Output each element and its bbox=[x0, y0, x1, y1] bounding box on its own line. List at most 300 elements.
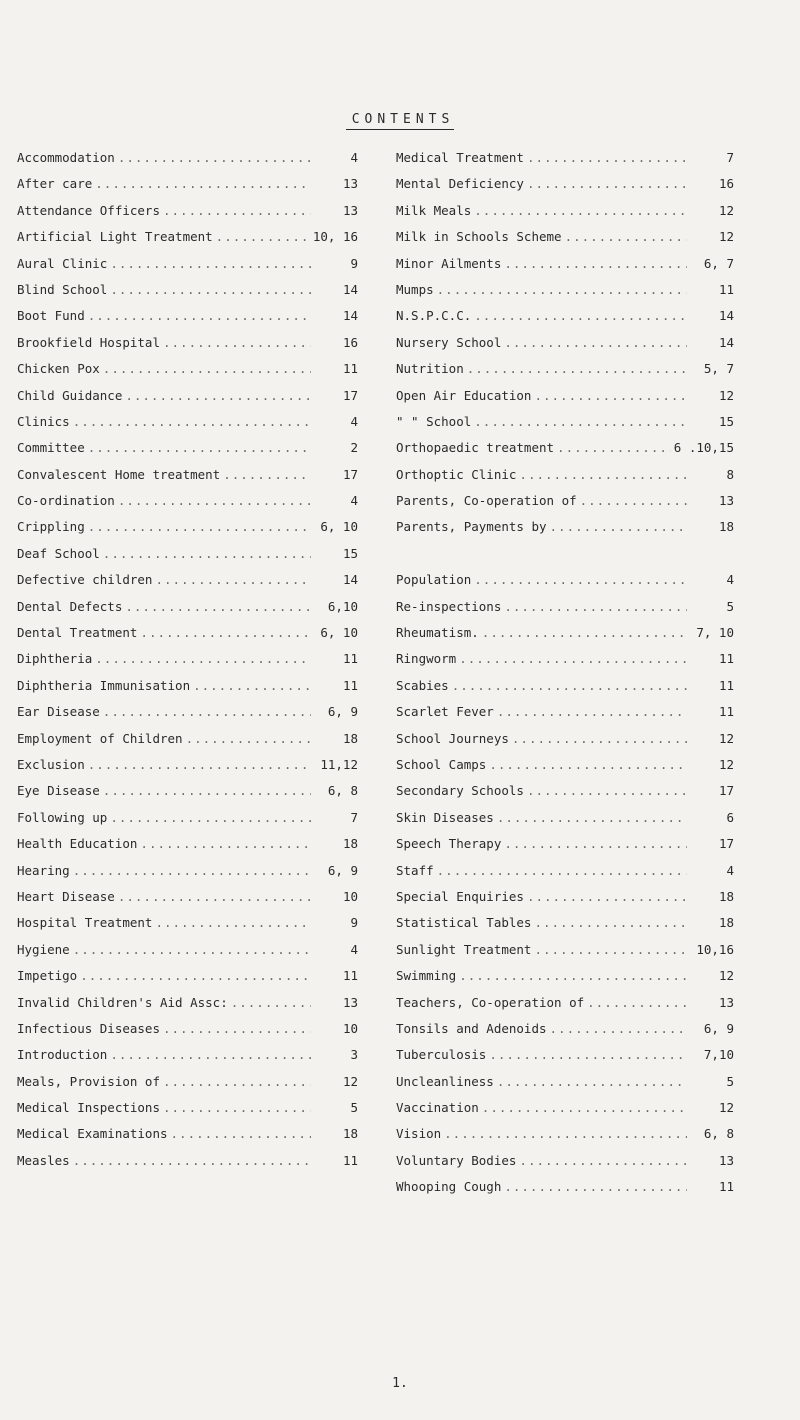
entry-topic: Sunlight Treatment bbox=[396, 941, 532, 957]
index-entry bbox=[17, 1021, 358, 1047]
index-entry bbox=[17, 361, 358, 387]
index-entry bbox=[396, 942, 734, 968]
entry-topic: Clinics bbox=[17, 413, 70, 429]
dot-leader bbox=[110, 810, 311, 825]
index-entry bbox=[396, 915, 734, 941]
dot-leader bbox=[504, 1179, 687, 1194]
entry-page-ref: 6, 10 bbox=[320, 519, 358, 535]
index-entry bbox=[396, 572, 734, 598]
dot-leader bbox=[171, 1126, 311, 1141]
entry-topic: Brookfield Hospital bbox=[17, 334, 160, 350]
entry-topic: Vaccination bbox=[396, 1100, 479, 1116]
page-number: 1. bbox=[392, 1376, 408, 1391]
entry-topic: Blind School bbox=[17, 281, 108, 297]
index-entry bbox=[17, 519, 358, 545]
entry-topic: Medical Treatment bbox=[396, 150, 524, 165]
index-entry bbox=[396, 1047, 734, 1073]
index-entry bbox=[17, 546, 358, 572]
index-entry bbox=[17, 308, 358, 334]
entry-page-ref: 11 bbox=[342, 968, 358, 984]
entry-page-ref: 11 bbox=[718, 1179, 734, 1195]
dot-leader bbox=[437, 863, 687, 878]
index-entry bbox=[17, 995, 358, 1021]
index-entry bbox=[396, 203, 734, 229]
index-entry bbox=[17, 889, 358, 915]
entry-page-ref: 12 bbox=[718, 730, 734, 746]
entry-page-ref: 12 bbox=[718, 968, 734, 984]
dot-leader bbox=[497, 704, 687, 719]
entry-topic: Co-ordination bbox=[17, 493, 115, 509]
index-entry bbox=[17, 229, 358, 255]
index-entry bbox=[17, 203, 358, 229]
entry-page-ref: 7 bbox=[726, 150, 734, 165]
dot-leader bbox=[125, 599, 311, 614]
entry-page-ref: 12 bbox=[718, 202, 734, 218]
index-entry bbox=[17, 731, 358, 757]
entry-page-ref: 11 bbox=[718, 281, 734, 297]
entry-topic: Open Air Education bbox=[396, 387, 532, 403]
entry-topic: Eye Disease bbox=[17, 783, 100, 799]
dot-leader bbox=[482, 625, 687, 640]
index-entry bbox=[17, 704, 358, 730]
index-entry bbox=[396, 229, 734, 255]
entry-topic: Impetigo bbox=[17, 968, 78, 984]
entry-page-ref: 6, 9 bbox=[703, 1020, 734, 1036]
dot-leader bbox=[73, 863, 311, 878]
entry-topic: Re-inspections bbox=[396, 598, 502, 614]
entry-page-ref: 7 bbox=[350, 809, 358, 825]
entry-topic: " " School bbox=[396, 413, 472, 429]
index-entry bbox=[17, 1047, 358, 1073]
contents-heading: CONTENTS bbox=[0, 112, 800, 127]
index-spacer bbox=[396, 546, 734, 572]
index-entry bbox=[396, 388, 734, 414]
dot-leader bbox=[193, 678, 311, 693]
entry-topic: N.S.P.C.C. bbox=[396, 308, 472, 324]
index-entry bbox=[17, 1074, 358, 1100]
entry-page-ref: 6, 9 bbox=[327, 862, 358, 878]
entry-page-ref: 18 bbox=[342, 836, 358, 852]
dot-leader bbox=[519, 1153, 687, 1168]
entry-page-ref: 13 bbox=[718, 994, 734, 1010]
entry-page-ref: 13 bbox=[342, 994, 358, 1010]
index-entry bbox=[17, 1153, 358, 1179]
entry-topic: Parents, Co-operation of bbox=[396, 493, 577, 509]
entry-page-ref: 14 bbox=[718, 308, 734, 324]
entry-topic: Introduction bbox=[17, 1047, 108, 1063]
index-entry bbox=[17, 493, 358, 519]
entry-topic: Orthoptic Clinic bbox=[396, 466, 517, 482]
entry-page-ref: 2 bbox=[350, 440, 358, 456]
dot-leader bbox=[534, 942, 687, 957]
entry-page-ref: 11,12 bbox=[320, 756, 358, 772]
entry-topic: After care bbox=[17, 176, 93, 192]
index-entry bbox=[396, 704, 734, 730]
entry-topic: Chicken Pox bbox=[17, 361, 100, 377]
entry-page-ref: 6, 9 bbox=[327, 704, 358, 720]
entry-page-ref: 6,10 bbox=[327, 598, 358, 614]
dot-leader bbox=[118, 150, 311, 165]
entry-topic: Tonsils and Adenoids bbox=[396, 1020, 547, 1036]
dot-leader bbox=[163, 1021, 311, 1036]
entry-topic: Staff bbox=[396, 862, 434, 878]
dot-leader bbox=[186, 731, 311, 746]
dot-leader bbox=[550, 1021, 687, 1036]
entry-topic: Boot Fund bbox=[17, 308, 85, 324]
entry-topic: School Journeys bbox=[396, 730, 509, 746]
index-entry bbox=[17, 836, 358, 862]
entry-page-ref: 4 bbox=[726, 572, 734, 588]
dot-leader bbox=[459, 651, 687, 666]
entry-topic: Scabies bbox=[396, 677, 449, 693]
entry-page-ref: 15 bbox=[342, 545, 358, 561]
index-entry bbox=[396, 361, 734, 387]
entry-topic: Secondary Schools bbox=[396, 783, 524, 799]
entry-topic: Milk Meals bbox=[396, 202, 472, 218]
index-entry bbox=[396, 467, 734, 493]
index-entry bbox=[396, 1100, 734, 1126]
entry-topic: Hearing bbox=[17, 862, 70, 878]
entry-topic: Nursery School bbox=[396, 334, 502, 350]
dot-leader bbox=[103, 783, 311, 798]
dot-leader bbox=[125, 388, 311, 403]
entry-topic: Nutrition bbox=[396, 361, 464, 377]
dot-leader bbox=[504, 836, 687, 851]
dot-leader bbox=[88, 757, 311, 772]
dot-leader bbox=[527, 889, 687, 904]
entry-page-ref: 4 bbox=[350, 413, 358, 429]
entry-topic: Milk in Schools Scheme bbox=[396, 229, 562, 245]
entry-page-ref: 17 bbox=[342, 387, 358, 403]
entry-page-ref: 5 bbox=[726, 598, 734, 614]
entry-page-ref: 14 bbox=[342, 308, 358, 324]
entry-topic: Swimming bbox=[396, 968, 457, 984]
entry-page-ref: 8 bbox=[726, 466, 734, 482]
entry-topic: Deaf School bbox=[17, 545, 100, 561]
entry-page-ref: 14 bbox=[718, 334, 734, 350]
index-entry bbox=[17, 942, 358, 968]
dot-leader bbox=[444, 1126, 687, 1141]
dot-leader bbox=[580, 493, 687, 508]
index-column-right bbox=[396, 150, 734, 1206]
entry-page-ref: 18 bbox=[342, 730, 358, 746]
entry-page-ref: 12 bbox=[342, 1073, 358, 1089]
index-entry bbox=[396, 1021, 734, 1047]
entry-topic: Artificial Light Treatment bbox=[17, 229, 213, 245]
index-entry bbox=[396, 176, 734, 202]
entry-page-ref: 17 bbox=[718, 836, 734, 852]
entry-topic: Hospital Treatment bbox=[17, 915, 153, 931]
dot-leader bbox=[504, 335, 687, 350]
dot-leader bbox=[489, 757, 687, 772]
entry-page-ref: 12 bbox=[718, 1100, 734, 1116]
index-entry bbox=[396, 335, 734, 361]
entry-topic: Minor Ailments bbox=[396, 255, 502, 271]
dot-leader bbox=[103, 546, 311, 561]
entry-topic: Crippling bbox=[17, 519, 85, 535]
index-entry bbox=[396, 599, 734, 625]
index-entry bbox=[17, 282, 358, 308]
index-entry bbox=[396, 889, 734, 915]
entry-topic: Medical Inspections bbox=[17, 1100, 160, 1116]
index-entry bbox=[396, 256, 734, 282]
entry-page-ref: 18 bbox=[342, 1126, 358, 1142]
entry-page-ref: 18 bbox=[718, 519, 734, 535]
dot-leader bbox=[557, 440, 671, 455]
entry-topic: Population bbox=[396, 572, 472, 588]
dot-leader bbox=[73, 942, 311, 957]
dot-leader bbox=[497, 810, 687, 825]
entry-topic: Rheumatism. bbox=[396, 625, 479, 641]
entry-page-ref: 3 bbox=[350, 1047, 358, 1063]
entry-topic: Attendance Officers bbox=[17, 202, 160, 218]
entry-page-ref: 11 bbox=[342, 651, 358, 667]
entry-page-ref: 6 bbox=[726, 809, 734, 825]
entry-page-ref: 11 bbox=[718, 677, 734, 693]
entry-topic: Ringworm bbox=[396, 651, 457, 667]
entry-topic: Child Guidance bbox=[17, 387, 123, 403]
entry-topic: Mental Deficiency bbox=[396, 176, 524, 192]
index-entry bbox=[17, 256, 358, 282]
entry-topic: Convalescent Home treatment bbox=[17, 466, 221, 482]
index-entry bbox=[17, 150, 358, 176]
entry-page-ref: 11 bbox=[342, 361, 358, 377]
entry-topic: Parents, Payments by bbox=[396, 519, 547, 535]
entry-page-ref: 7, 10 bbox=[696, 625, 734, 641]
entry-page-ref: 12 bbox=[718, 756, 734, 772]
entry-topic: Vision bbox=[396, 1126, 442, 1142]
index-entry bbox=[396, 783, 734, 809]
dot-leader bbox=[88, 519, 311, 534]
dot-leader bbox=[88, 308, 311, 323]
dot-leader bbox=[474, 203, 687, 218]
entry-page-ref: 13 bbox=[342, 202, 358, 218]
dot-leader bbox=[110, 256, 311, 271]
entry-page-ref: 10,16 bbox=[696, 941, 734, 957]
index-entry bbox=[17, 625, 358, 651]
entry-page-ref: 16 bbox=[342, 334, 358, 350]
index-entry bbox=[396, 731, 734, 757]
entry-page-ref: 17 bbox=[718, 783, 734, 799]
dot-leader bbox=[550, 519, 687, 534]
entry-topic: Dental Defects bbox=[17, 598, 123, 614]
index-entry bbox=[17, 1100, 358, 1126]
entry-topic: Exclusion bbox=[17, 756, 85, 772]
index-entry bbox=[17, 176, 358, 202]
dot-leader bbox=[459, 968, 687, 983]
entry-page-ref: 7,10 bbox=[703, 1047, 734, 1063]
entry-page-ref: 5 bbox=[726, 1073, 734, 1089]
entry-page-ref: 10 bbox=[342, 1020, 358, 1036]
index-entry bbox=[396, 414, 734, 440]
entry-page-ref: 13 bbox=[718, 493, 734, 509]
dot-leader bbox=[216, 229, 310, 244]
dot-leader bbox=[73, 1153, 311, 1168]
index-entry bbox=[17, 440, 358, 466]
dot-leader bbox=[489, 1047, 687, 1062]
dot-leader bbox=[467, 361, 687, 376]
entry-topic: Medical Examinations bbox=[17, 1126, 168, 1142]
entry-topic: Teachers, Co-operation of bbox=[396, 994, 585, 1010]
entry-page-ref: 4 bbox=[350, 941, 358, 957]
index-entry bbox=[17, 414, 358, 440]
dot-leader bbox=[231, 995, 311, 1010]
entry-topic: Ear Disease bbox=[17, 704, 100, 720]
dot-leader bbox=[155, 572, 311, 587]
dot-leader bbox=[163, 203, 311, 218]
entry-page-ref: 9 bbox=[350, 255, 358, 271]
index-entry bbox=[396, 519, 734, 545]
dot-leader bbox=[519, 467, 687, 482]
dot-leader bbox=[80, 968, 311, 983]
entry-topic: Hygiene bbox=[17, 941, 70, 957]
entry-page-ref: 18 bbox=[718, 915, 734, 931]
entry-topic: Speech Therapy bbox=[396, 836, 502, 852]
dot-leader bbox=[534, 915, 687, 930]
dot-leader bbox=[534, 388, 687, 403]
index-entry bbox=[17, 783, 358, 809]
entry-topic: Following up bbox=[17, 809, 108, 825]
index-entry bbox=[396, 757, 734, 783]
entry-page-ref: 13 bbox=[342, 176, 358, 192]
entry-topic: Mumps bbox=[396, 281, 434, 297]
dot-leader bbox=[103, 704, 311, 719]
dot-leader bbox=[118, 889, 311, 904]
entry-topic: Committee bbox=[17, 440, 85, 456]
entry-topic: Voluntary Bodies bbox=[396, 1152, 517, 1168]
dot-leader bbox=[512, 731, 687, 746]
dot-leader bbox=[565, 229, 687, 244]
dot-leader bbox=[163, 1074, 311, 1089]
dot-leader bbox=[497, 1074, 687, 1089]
dot-leader bbox=[88, 440, 311, 455]
dot-leader bbox=[482, 1100, 687, 1115]
entry-page-ref: 5, 7 bbox=[703, 361, 734, 377]
index-entry bbox=[396, 863, 734, 889]
dot-leader bbox=[103, 361, 311, 376]
entry-page-ref: 10 bbox=[342, 888, 358, 904]
entry-page-ref: 11 bbox=[342, 677, 358, 693]
entry-topic: Employment of Children bbox=[17, 730, 183, 746]
entry-page-ref: 4 bbox=[726, 862, 734, 878]
index-entry bbox=[17, 678, 358, 704]
entry-topic: School Camps bbox=[396, 756, 487, 772]
index-entry bbox=[396, 493, 734, 519]
dot-leader bbox=[437, 282, 687, 297]
entry-page-ref: 13 bbox=[718, 1152, 734, 1168]
index-entry bbox=[396, 968, 734, 994]
entry-topic: Dental Treatment bbox=[17, 625, 138, 641]
dot-leader bbox=[140, 625, 311, 640]
index-entry bbox=[17, 968, 358, 994]
index-entry bbox=[396, 810, 734, 836]
entry-topic: Invalid Children's Aid Assc: bbox=[17, 994, 228, 1010]
entry-topic: Heart Disease bbox=[17, 888, 115, 904]
index-entry bbox=[396, 1153, 734, 1179]
entry-page-ref: 11 bbox=[718, 704, 734, 720]
entry-topic: Diphtheria bbox=[17, 651, 93, 667]
dot-leader bbox=[73, 414, 311, 429]
dot-leader bbox=[452, 678, 687, 693]
entry-topic: Tuberculosis bbox=[396, 1047, 487, 1063]
index-entry bbox=[17, 335, 358, 361]
dot-leader bbox=[527, 783, 687, 798]
index-entry bbox=[17, 388, 358, 414]
entry-page-ref: 15 bbox=[718, 413, 734, 429]
entry-topic: Accommodation bbox=[17, 150, 115, 165]
index-entry bbox=[17, 599, 358, 625]
dot-leader bbox=[504, 256, 687, 271]
index-entry bbox=[17, 467, 358, 493]
index-entry bbox=[17, 863, 358, 889]
dot-leader bbox=[163, 335, 311, 350]
entry-topic: Aural Clinic bbox=[17, 255, 108, 271]
dot-leader bbox=[474, 414, 687, 429]
entry-page-ref: 11 bbox=[718, 651, 734, 667]
entry-page-ref: 10, 16 bbox=[312, 229, 358, 245]
entry-page-ref: 6, 8 bbox=[703, 1126, 734, 1142]
index-column-left bbox=[17, 150, 358, 1179]
entry-topic: Health Education bbox=[17, 836, 138, 852]
dot-leader bbox=[474, 308, 687, 323]
entry-topic: Scarlet Fever bbox=[396, 704, 494, 720]
entry-topic: Statistical Tables bbox=[396, 915, 532, 931]
entry-topic: Skin Diseases bbox=[396, 809, 494, 825]
entry-page-ref: 18 bbox=[718, 888, 734, 904]
entry-page-ref: 6, 8 bbox=[327, 783, 358, 799]
entry-page-ref: 5 bbox=[350, 1100, 358, 1116]
dot-leader bbox=[223, 467, 311, 482]
entry-page-ref: 4 bbox=[350, 493, 358, 509]
index-entry bbox=[396, 150, 734, 176]
entry-page-ref: 6, 7 bbox=[703, 255, 734, 271]
dot-leader bbox=[110, 282, 311, 297]
dot-leader bbox=[504, 599, 687, 614]
entry-topic: Measles bbox=[17, 1152, 70, 1168]
entry-topic: Meals, Provision of bbox=[17, 1073, 160, 1089]
index-entry bbox=[17, 1126, 358, 1152]
index-entry bbox=[396, 440, 734, 466]
index-entry bbox=[396, 1179, 734, 1205]
entry-topic: Special Enquiries bbox=[396, 888, 524, 904]
entry-page-ref: 12 bbox=[718, 229, 734, 245]
dot-leader bbox=[587, 995, 687, 1010]
index-entry bbox=[396, 282, 734, 308]
entry-page-ref: 9 bbox=[350, 915, 358, 931]
dot-leader bbox=[140, 836, 311, 851]
dot-leader bbox=[155, 915, 311, 930]
entry-page-ref: 14 bbox=[342, 572, 358, 588]
dot-leader bbox=[163, 1100, 311, 1115]
dot-leader bbox=[527, 150, 687, 165]
dot-leader bbox=[474, 572, 687, 587]
index-entry bbox=[17, 915, 358, 941]
entry-page-ref: 17 bbox=[342, 466, 358, 482]
entry-page-ref: 12 bbox=[718, 387, 734, 403]
index-entry bbox=[396, 995, 734, 1021]
index-entry bbox=[396, 1074, 734, 1100]
entry-topic: Diphtheria Immunisation bbox=[17, 677, 191, 693]
index-entry bbox=[396, 308, 734, 334]
entry-topic: Defective children bbox=[17, 572, 153, 588]
index-entry bbox=[396, 678, 734, 704]
dot-leader bbox=[95, 176, 311, 191]
index-entry bbox=[396, 625, 734, 651]
dot-leader bbox=[110, 1047, 311, 1062]
index-entry bbox=[396, 651, 734, 677]
entry-topic: Whooping Cough bbox=[396, 1179, 502, 1195]
entry-topic: Uncleanliness bbox=[396, 1073, 494, 1089]
